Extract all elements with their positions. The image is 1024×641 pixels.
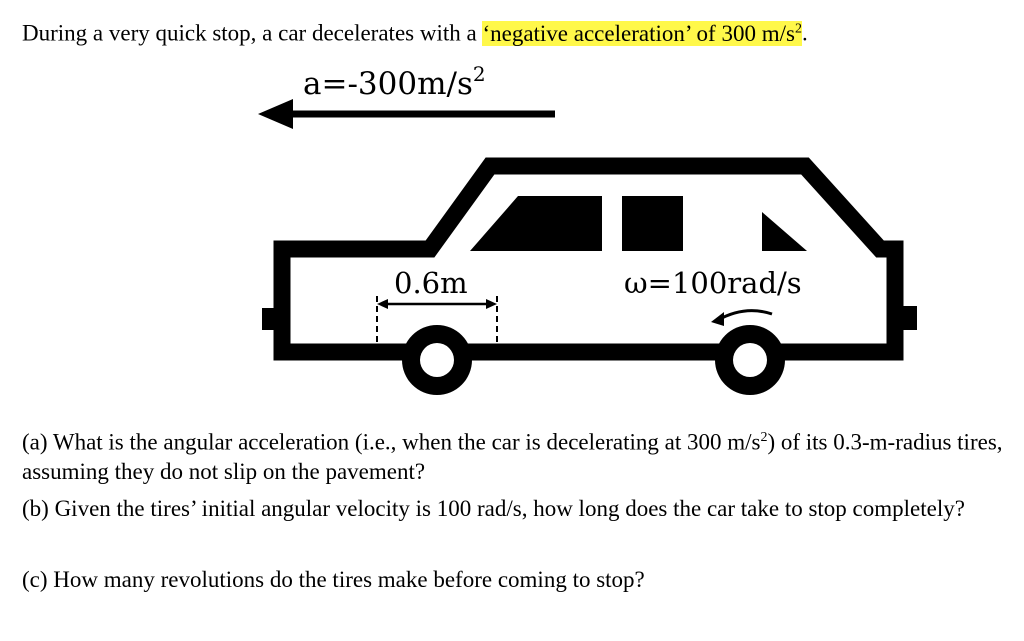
highlight-text: ‘negative acceleration’ of 300 m/s <box>482 20 795 46</box>
acceleration-arrow <box>258 99 555 129</box>
highlight-superscript: 2 <box>794 21 802 36</box>
question-a-text-end: ) of its 0.3-m-radius tires, assuming they do not slip on the pavement? <box>22 429 1003 484</box>
question-c: (c) How many revolutions do the tires make before coming to stop? <box>22 567 645 592</box>
car-body <box>282 166 895 352</box>
front-bumper <box>893 306 917 330</box>
question-a-text: (a) What is the angular acceleration (i.e., when the car is decelerating at 300 m/s <box>22 429 761 455</box>
acceleration-label: $a=-300m/s^2$ <box>303 62 486 102</box>
rear-bumper <box>262 308 284 330</box>
front-window <box>622 196 683 251</box>
angular-velocity-label: ω=100rad/s <box>624 266 802 300</box>
intro-text: During a very quick stop, a car decelerates with a <box>22 20 483 46</box>
question-a-superscript: 2 <box>760 430 768 445</box>
question-a <box>22 423 1017 486</box>
rear-wheel <box>402 325 472 395</box>
diameter-label: 0.6m <box>394 266 468 300</box>
intro-period: . <box>801 20 808 46</box>
question-b: (b) Given the tires’ initial angular velocity is 100 rad/s, how long does the car take to stop completely? <box>22 496 965 521</box>
front-wheel <box>715 325 785 395</box>
